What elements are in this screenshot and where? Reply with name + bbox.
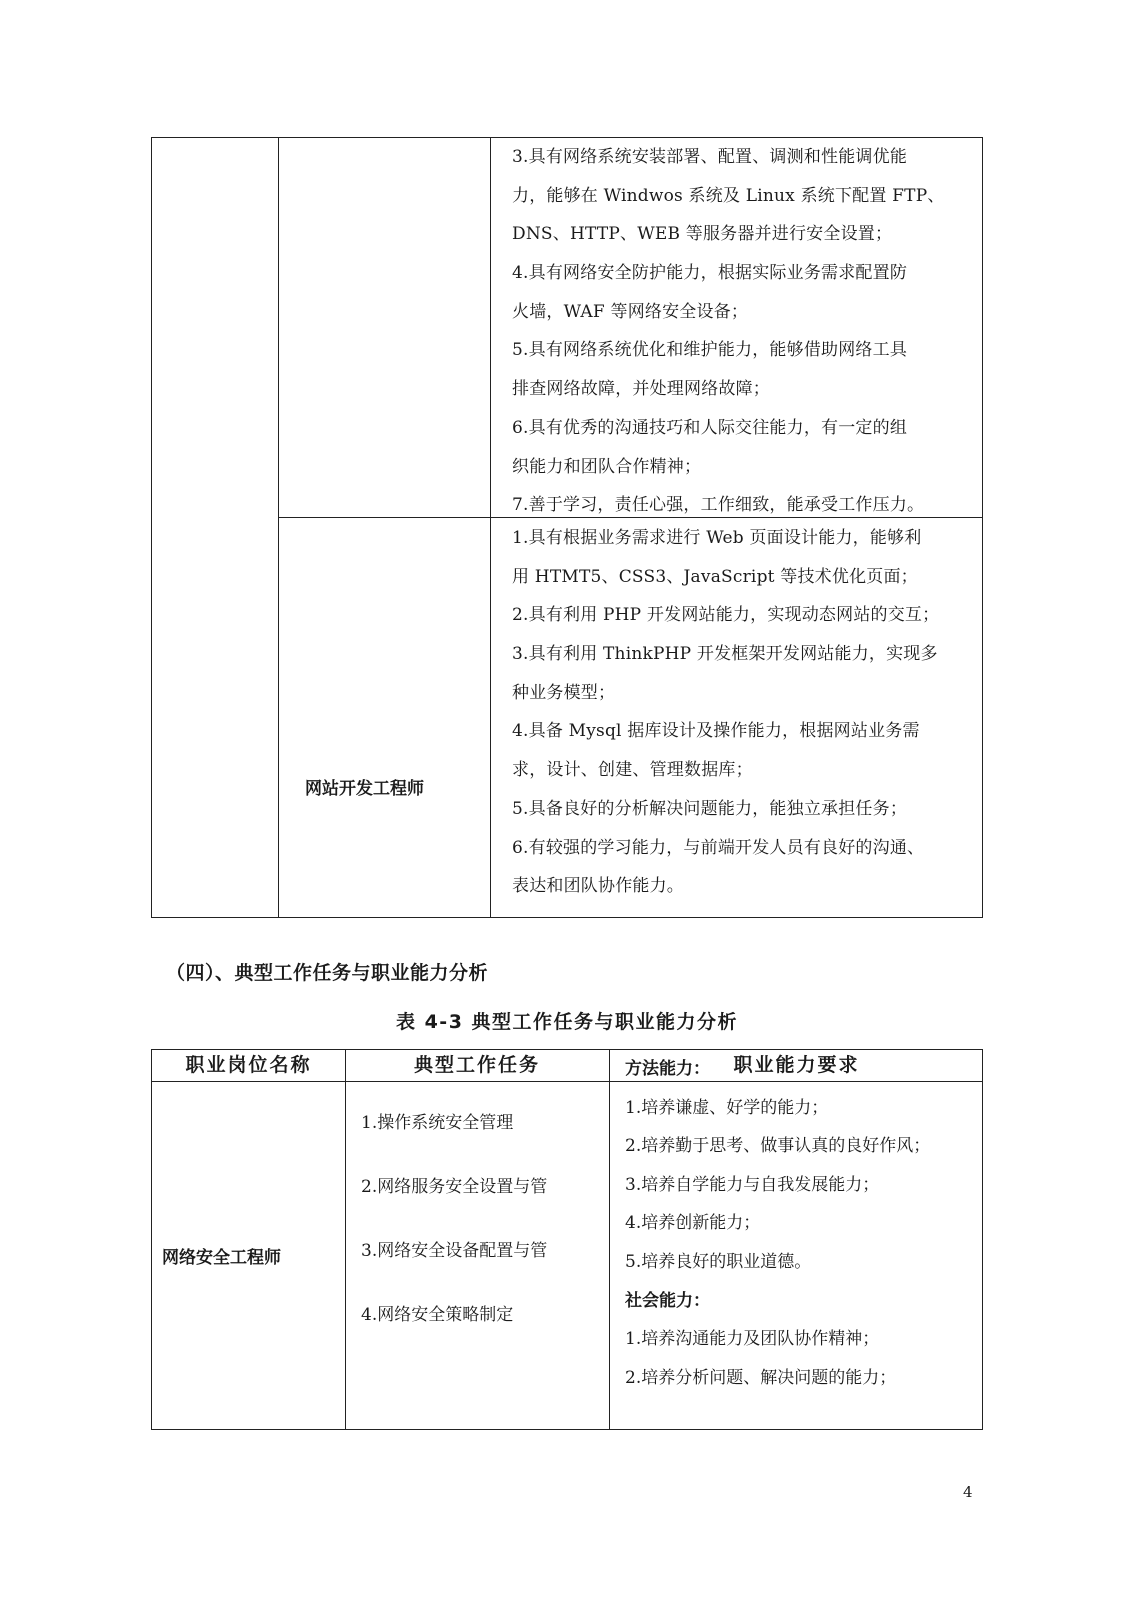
typical-task-item: 4.网络安全策略制定 — [361, 1305, 514, 1325]
ability-category-heading: 方法能力： — [625, 1059, 710, 1079]
section-heading: （四）、典型工作任务与职业能力分析 — [166, 962, 489, 984]
header-typical-tasks: 典型工作任务 — [413, 1054, 540, 1076]
ability-requirement-item: 3.培养自学能力与自我发展能力； — [625, 1174, 880, 1195]
role-web-developer: 网站开发工程师 — [305, 779, 424, 799]
requirement-line: 用 HTMT5、CSS3、JavaScript 等技术优化页面； — [512, 566, 918, 587]
requirement-line: 7.善于学习，责任心强，工作细致，能承受工作压力。 — [512, 495, 925, 516]
typical-task-item: 1.操作系统安全管理 — [361, 1113, 514, 1133]
ability-category-heading: 社会能力： — [625, 1290, 710, 1311]
requirement-line: 5.具有网络系统优化和维护能力，能够借助网络工具 — [512, 340, 908, 361]
requirement-line: 5.具备良好的分析解决问题能力，能独立承担任务； — [512, 798, 908, 819]
requirement-line: 火墙，WAF 等网络安全设备； — [512, 301, 749, 322]
header-post-name: 职业岗位名称 — [185, 1054, 312, 1076]
typical-task-list — [361, 1050, 621, 1429]
requirement-line: 4.具有网络安全防护能力，根据实际业务需求配置防 — [512, 263, 908, 284]
requirement-line: 6.具有优秀的沟通技巧和人际交往能力，有一定的组 — [512, 417, 908, 438]
job-requirements-table-continued — [151, 137, 983, 918]
post-network-security-engineer: 网络安全工程师 — [162, 1247, 281, 1268]
ability-requirement-item: 5.培养良好的职业道德。 — [625, 1251, 812, 1272]
page-number: 4 — [963, 1483, 973, 1501]
ability-requirement-item: 2.培养分析问题、解决问题的能力； — [625, 1367, 897, 1388]
header-ability-requirements: 职业能力要求 — [733, 1054, 860, 1076]
requirement-line: 力，能够在 Windwos 系统及 Linux 系统下配置 FTP、 — [512, 185, 945, 206]
requirement-line: 织能力和团队合作精神； — [512, 456, 702, 477]
ability-requirement-item: 2.培养勤于思考、做事认真的良好作风； — [625, 1136, 931, 1157]
table-caption: 表 4-3 典型工作任务与职业能力分析 — [395, 1011, 739, 1033]
requirement-line: 6.有较强的学习能力，与前端开发人员有良好的沟通、 — [512, 837, 925, 858]
requirement-line: 种业务模型； — [512, 682, 616, 703]
requirements-list-top — [512, 138, 972, 525]
requirement-line: 1.具有根据业务需求进行 Web 页面设计能力，能够利 — [512, 528, 922, 548]
requirement-line: 表达和团队协作能力。 — [512, 876, 684, 897]
ability-requirement-item: 4.培养创新能力； — [625, 1213, 761, 1234]
requirement-line: 3.具有网络系统安装部署、配置、调测和性能调优能 — [512, 147, 908, 167]
requirements-list-web-developer — [512, 519, 972, 906]
requirement-line: 2.具有利用 PHP 开发网站能力，实现动态网站的交互； — [512, 605, 940, 626]
typical-task-item: 2.网络服务安全设置与管 — [361, 1177, 548, 1197]
ability-requirement-item: 1.培养沟通能力及团队协作精神； — [625, 1329, 880, 1350]
requirement-line: DNS、HTTP、WEB 等服务器并进行安全设置； — [512, 224, 893, 245]
requirement-line: 排查网络故障，并处理网络故障； — [512, 379, 770, 400]
ability-requirement-list — [625, 1050, 980, 1397]
table-column-divider — [278, 138, 279, 917]
typical-tasks-table — [151, 1049, 983, 1430]
ability-requirement-item: 1.培养谦虚、好学的能力； — [625, 1097, 829, 1118]
requirement-line: 4.具备 Mysql 据库设计及操作能力，根据网站业务需 — [512, 721, 920, 742]
requirement-line: 求，设计、创建、管理数据库； — [512, 760, 753, 781]
typical-task-item: 3.网络安全设备配置与管 — [361, 1241, 548, 1261]
requirement-line: 3.具有利用 ThinkPHP 开发框架开发网站能力，实现多 — [512, 644, 938, 665]
